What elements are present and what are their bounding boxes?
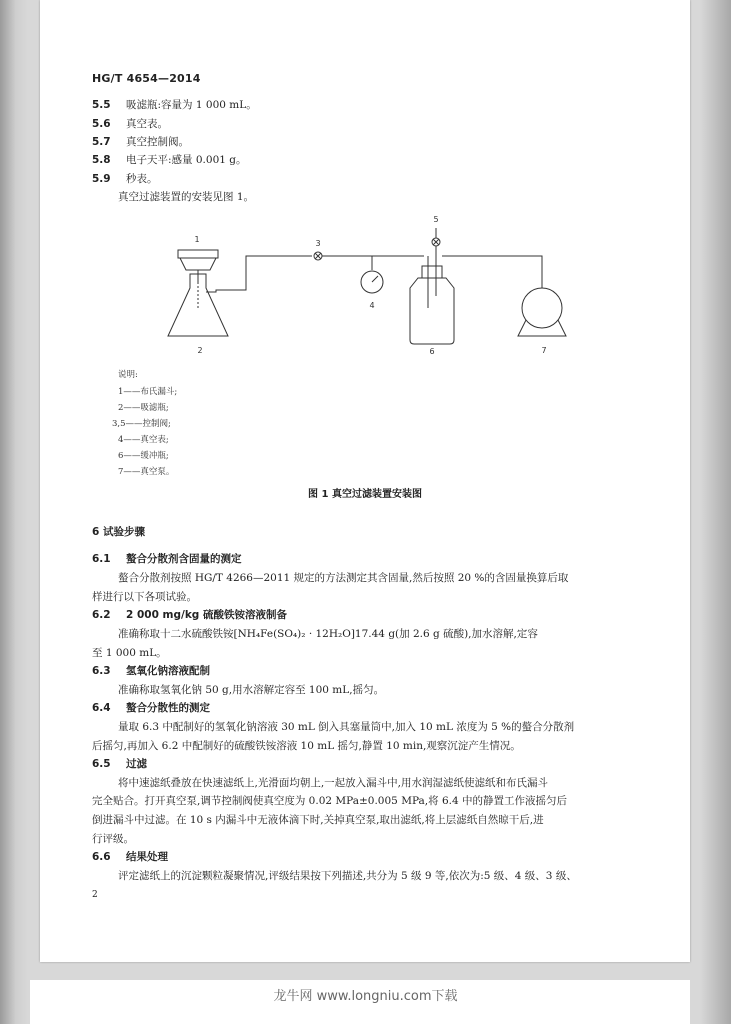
buffer-bottle-stopper	[422, 266, 442, 278]
item-5-6: 5.6 真空表。	[92, 118, 168, 130]
buchner-funnel-top	[178, 250, 218, 258]
buffer-bottle	[410, 278, 454, 344]
page-number: 2	[92, 890, 98, 900]
pump-tubing	[442, 256, 542, 288]
item-5-8: 5.8 电子天平:感量 0.001 g。	[92, 154, 247, 166]
section-6-4-line-1: 量取 6.3 中配制好的氢氧化钠溶液 30 mL 倒入具塞量筒中,加入 10 mL 浓度为 5 %的螯合分散剂	[118, 721, 575, 733]
item-5-5: 5.5 吸滤瓶:容量为 1 000 mL。	[92, 99, 257, 111]
section-6-5-line-4: 行评级。	[92, 833, 134, 845]
label-3: 3	[315, 239, 321, 248]
section-6-3-line-1: 准确称取氢氧化钠 50 g,用水溶解定容至 100 mL,摇匀。	[118, 684, 385, 696]
section-6-5-line-1: 将中速滤纸叠放在快速滤纸上,光滑面均朝上,一起放入漏斗中,用水润湿滤纸使滤纸和布氏漏斗	[118, 777, 549, 789]
item-5-9: 5.9 秒表。	[92, 173, 158, 185]
legend-item-5: 6——缓冲瓶;	[118, 451, 169, 461]
buchner-funnel-body	[180, 258, 216, 270]
section-6-5-line-3: 倒进漏斗中过滤。在 10 s 内漏斗中无液体滴下时,关掉真空泵,取出滤纸,将上层滤纸自然晾干后,进	[92, 814, 544, 826]
section-6-title: 6 试验步骤	[92, 526, 145, 538]
standard-code: HG/T 4654—2014	[92, 72, 201, 85]
legend-item-4: 4——真空表;	[118, 435, 169, 445]
legend-item-3: 3,5——控制阀;	[112, 419, 171, 429]
legend-title: 说明:	[118, 370, 138, 380]
section-6-4-heading: 6.4 螯合分散性的测定	[92, 702, 210, 714]
section-6-6-heading: 6.6 结果处理	[92, 851, 168, 863]
section-6-1-line-1: 螯合分散剂按照 HG/T 4266—2011 规定的方法测定其含固量,然后按照 20 %的含固量换算后取	[118, 572, 569, 584]
section-6-1-heading: 6.1 螯合分散剂含固量的测定	[92, 553, 242, 565]
label-4: 4	[369, 301, 375, 310]
section-6-4-line-2: 后摇匀,再加入 6.2 中配制好的硫酸铁铵溶液 10 mL 摇匀,静置 10 min,观察沉淀产生情况。	[92, 740, 521, 752]
vacuum-pump	[522, 288, 562, 328]
label-5: 5	[433, 215, 439, 224]
label-6: 6	[429, 347, 435, 356]
item-5-7: 5.7 真空控制阀。	[92, 136, 189, 148]
flask-tubing	[206, 256, 312, 292]
legend-item-6: 7——真空泵。	[118, 467, 175, 477]
section-6-2-heading: 6.2 2 000 mg/kg 硫酸铁铵溶液制备	[92, 609, 287, 621]
legend-item-2: 2——吸滤瓶;	[118, 403, 169, 413]
install-note: 真空过滤装置的安装见图 1。	[118, 191, 255, 203]
label-2: 2	[197, 346, 203, 355]
section-6-3-heading: 6.3 氢氧化钠溶液配制	[92, 665, 210, 677]
vacuum-filtration-diagram	[160, 208, 580, 360]
section-6-2-line-2: 至 1 000 mL。	[92, 647, 167, 659]
section-6-6-line-1: 评定滤纸上的沉淀颗粒凝聚情况,评级结果按下列描述,共分为 5 级 9 等,依次为:5 级、4 级、3 级、	[118, 870, 577, 882]
section-6-2-line-1: 准确称取十二水硫酸铁铵[NH₄Fe(SO₄)₂ · 12H₂O]17.44 g(加 2.6 g 硫酸),加水溶解,定容	[118, 628, 538, 640]
document-page	[40, 0, 690, 962]
label-1: 1	[194, 235, 200, 244]
footer-watermark[interactable]: 龙牛网 www.longniu.com下载	[273, 989, 458, 1004]
label-7: 7	[541, 346, 547, 355]
section-6-1-line-2: 样进行以下各项试验。	[92, 591, 197, 603]
section-6-5-line-2: 完全贴合。打开真空泵,调节控制阀使真空度为 0.02 MPa±0.005 MPa,将 6.4 中的静置工作液摇匀后	[92, 795, 568, 807]
section-6-5-heading: 6.5 过滤	[92, 758, 147, 770]
legend-item-1: 1——布氏漏斗;	[118, 387, 178, 397]
figure-caption: 图 1 真空过滤装置安装图	[308, 489, 422, 500]
